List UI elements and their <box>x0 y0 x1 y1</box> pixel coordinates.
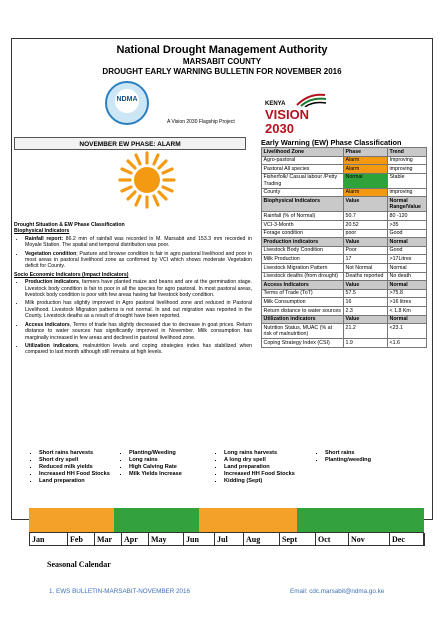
table-cell: Value <box>344 281 388 290</box>
table-cell: Trend <box>388 148 427 157</box>
table-cell: 21.2 <box>344 324 388 339</box>
calendar-activity: ▪ Short rains <box>325 450 371 457</box>
table-row <box>262 229 427 238</box>
flagship-text: A Vision 2030 Flagship Project <box>167 119 235 125</box>
calendar-activity: ▪ High Calving Rate <box>129 464 182 471</box>
calendar-activity: ▪ Increased HH Food Stocks <box>39 471 110 478</box>
season-bar-dry-2 <box>199 508 297 532</box>
ndma-logo: NDMA <box>105 81 149 125</box>
table-cell: Poor <box>344 246 388 255</box>
calendar-col-4 <box>315 450 371 464</box>
ew-table-title: Early Warning (EW) Phase Classification <box>261 138 402 147</box>
calendar-activity: ▪ Increased HH Food Stocks <box>224 471 295 478</box>
calendar-activity: ▪ A long dry spell <box>224 457 295 464</box>
table-cell: >35 <box>388 220 427 229</box>
season-bar-dry-1 <box>29 508 114 532</box>
calendar-activity: ▪ Kidding (Sept) <box>224 478 295 485</box>
table-cell: Phase <box>344 148 388 157</box>
table-cell: 57.5 <box>344 289 388 298</box>
header-bulletin: DROUGHT EARLY WARNING BULLETIN FOR NOVEMBER 2016 <box>102 67 342 76</box>
calendar-activity: ▪ Long rains <box>129 457 182 464</box>
seasonal-calendar <box>29 450 424 544</box>
table-row <box>262 188 427 197</box>
calendar-activity: ▪ Long rains harvests <box>224 450 295 457</box>
table-row <box>262 306 427 315</box>
indicator-item: • Vegetation condition; Pasture and browse condition is fair in agro pastoral livelihood and poor in most areas in pastoral livelihood zone as confirmed by VCI which shows moderate Vegetation deficit for County. <box>25 251 252 270</box>
table-cell: Forage condition <box>262 229 344 238</box>
table-row <box>262 165 427 174</box>
table-cell: Livestock Body Condition <box>262 246 344 255</box>
table-cell: >16 litres <box>388 298 427 307</box>
table-header-row <box>262 315 427 324</box>
table-cell: County <box>262 188 344 197</box>
calendar-activity: ▪ Short rains harvests <box>39 450 110 457</box>
calendar-activity: ▪ Short dry spell <box>39 457 110 464</box>
ew-classification-table <box>261 147 427 348</box>
table-cell: Agro-pastoral <box>262 156 344 165</box>
table-row <box>262 324 427 339</box>
table-row <box>262 212 427 221</box>
table-cell: No death <box>388 272 427 281</box>
month-cell: May <box>149 533 184 546</box>
table-cell: Value <box>344 238 388 247</box>
calendar-col-3 <box>214 450 295 485</box>
table-cell: VCI-3-Month <box>262 220 344 229</box>
header <box>12 44 432 77</box>
indicator-item: • Production indicators, farmers have planted maize and beans and are at the germination stage. Livestock body condition is fair to poor in all the species for agro pastoral. In most pastoral areas, livestock body condition is poor with few areas having fair livestock body condition. <box>25 279 252 298</box>
table-cell: < 1.8 Km <box>388 306 427 315</box>
table-row <box>262 339 427 348</box>
table-cell: Normal <box>388 263 427 272</box>
month-cell: Sept <box>280 533 316 546</box>
indicator-item: • Access indicators, Terms of trade has slightly decreased due to decrease in goat prices. Return distance to water sources has significantly improved in November. Milk consumption has marginally increased in few areas and declined in pastoral livelihood zone. <box>25 322 252 341</box>
table-cell: Coping Strategy Index (CSI) <box>262 339 344 348</box>
table-row <box>262 298 427 307</box>
calendar-col-1 <box>29 450 110 485</box>
calendar-activity: ▪ Planting/weeding <box>325 457 371 464</box>
calendar-activity: ▪ Planting/Weeding <box>129 450 182 457</box>
table-cell: Production indicators <box>262 238 344 247</box>
table-cell: Biophysical Indicators <box>262 197 344 212</box>
table-cell: poor <box>344 229 388 238</box>
table-row <box>262 156 427 165</box>
kenya-text: KENYA <box>265 101 286 107</box>
table-cell: Milk Production <box>262 255 344 264</box>
table-cell: Stable <box>388 173 427 188</box>
table-cell: Not Normal <box>344 263 388 272</box>
biophysical-list <box>14 236 252 270</box>
calendar-activity: ▪ Land preparation <box>224 464 295 471</box>
month-cell: Jan <box>30 533 68 546</box>
month-row <box>29 532 424 546</box>
season-bar-wet-2 <box>297 508 424 532</box>
calendar-activity: ▪ Milk Yields Increase <box>129 471 182 478</box>
month-cell: Feb <box>68 533 95 546</box>
table-cell: 17 <box>344 255 388 264</box>
month-cell: Jun <box>184 533 215 546</box>
socio-title: Socio Economic Indicators (Impact Indicators) <box>14 271 129 278</box>
season-bars <box>29 508 424 532</box>
footer-email: Email: cdc.marsabit@ndma.go.ke <box>290 588 385 595</box>
table-cell: Deaths reported <box>344 272 388 281</box>
biophysical-title: Biophysical Indicators <box>14 228 70 235</box>
table-cell: improving <box>388 188 427 197</box>
table-cell: Improving <box>388 156 427 165</box>
table-cell: >17Litres <box>388 255 427 264</box>
table-cell: <1.6 <box>388 339 427 348</box>
situation-title: Drought Situation & EW Phase Classification <box>14 222 125 228</box>
table-cell: >75.8 <box>388 289 427 298</box>
table-cell: Normal <box>344 173 388 188</box>
indicator-item: • Rainfall report: 86.2 mm of rainfall was recorded in M. Marsabit and 153.3 mm recorded in Moyale Station. The spatial and temporal distribution was poor. <box>25 236 252 249</box>
month-cell: Nov <box>349 533 390 546</box>
table-cell: Good <box>388 229 427 238</box>
table-cell: Value <box>344 315 388 324</box>
table-cell: Livestock deaths (from drought) <box>262 272 344 281</box>
table-cell: improving <box>388 165 427 174</box>
table-cell: <23.1 <box>388 324 427 339</box>
table-cell: Alarm <box>344 156 388 165</box>
header-title: National Drought Management Authority <box>116 44 328 56</box>
table-cell: 1.9 <box>344 339 388 348</box>
calendar-col-2 <box>119 450 182 478</box>
month-cell: Jul <box>215 533 244 546</box>
table-cell: Rainfall (% of Normal) <box>262 212 344 221</box>
table-cell: 2.3 <box>344 306 388 315</box>
table-cell: Livelihood Zone <box>262 148 344 157</box>
calendar-caption: Seasonal Calendar <box>47 560 111 569</box>
socio-list <box>14 279 252 355</box>
header-county: MARSABIT COUNTY <box>182 57 262 66</box>
table-cell: Return distance to water sources <box>262 306 344 315</box>
table-cell: 16 <box>344 298 388 307</box>
sun-icon <box>118 151 176 209</box>
table-cell: Utilization indicators <box>262 315 344 324</box>
table-row <box>262 272 427 281</box>
indicator-item: • Utilization indicators, malnutrition levels and coping strategies index has stabilized when compared to last month although still remains at high levels. <box>25 343 252 356</box>
table-row <box>262 263 427 272</box>
table-cell: Alarm <box>344 165 388 174</box>
table-header-row <box>262 197 427 212</box>
month-cell: Mar <box>95 533 122 546</box>
indicator-item: • Milk production has slightly improved in Agro pastoral livelihood zone and reduced in Pastoral Livelihood. Livestock Migration patterns is not normal. In and out migration was reported in the County. Livestock deaths as a result of drought have been reported. <box>25 300 252 319</box>
table-cell: Normal Range/Value <box>388 197 427 212</box>
calendar-activity: ▪ Reduced milk yields <box>39 464 110 471</box>
calendar-activity: ▪ Land preparation <box>39 478 110 485</box>
ew-phase-box: NOVEMBER EW PHASE: ALARM <box>14 137 246 150</box>
table-cell: Good <box>388 246 427 255</box>
table-header-row <box>262 238 427 247</box>
table-cell: Milk Consumption <box>262 298 344 307</box>
table-cell: Nutrition Status, MUAC (% at risk of malnutrition) <box>262 324 344 339</box>
table-header-row <box>262 281 427 290</box>
vision-text: VISION 2030 <box>265 107 310 136</box>
footer-left: 1. EWS BULLETIN-MARSABIT-NOVEMBER 2016 <box>49 588 191 595</box>
vision-2030-logo <box>265 97 327 136</box>
table-cell: Value <box>344 197 388 212</box>
table-row <box>262 173 427 188</box>
table-cell: Access Indicators <box>262 281 344 290</box>
month-cell: Apr <box>122 533 149 546</box>
table-header-row <box>262 148 427 157</box>
table-cell: Livestock Migration Pattern <box>262 263 344 272</box>
table-row <box>262 220 427 229</box>
table-cell: 50.7 <box>344 212 388 221</box>
month-cell: Oct <box>316 533 349 546</box>
table-cell: 80 -120 <box>388 212 427 221</box>
month-cell: Aug <box>244 533 280 546</box>
swoosh-icon <box>295 91 327 107</box>
table-cell: Normal <box>388 281 427 290</box>
table-cell: Normal <box>388 238 427 247</box>
left-column <box>14 222 252 358</box>
month-cell: Dec <box>390 533 425 546</box>
table-cell: Pastoral All species <box>262 165 344 174</box>
table-row <box>262 255 427 264</box>
table-row <box>262 246 427 255</box>
table-cell: Terms of Trade (ToT) <box>262 289 344 298</box>
table-cell: 20.52 <box>344 220 388 229</box>
table-cell: Alarm <box>344 188 388 197</box>
season-bar-wet-1 <box>114 508 199 532</box>
table-cell: Fisherfolk/ Casual labour /Petty Trading <box>262 173 344 188</box>
table-row <box>262 289 427 298</box>
table-cell: Normal <box>388 315 427 324</box>
